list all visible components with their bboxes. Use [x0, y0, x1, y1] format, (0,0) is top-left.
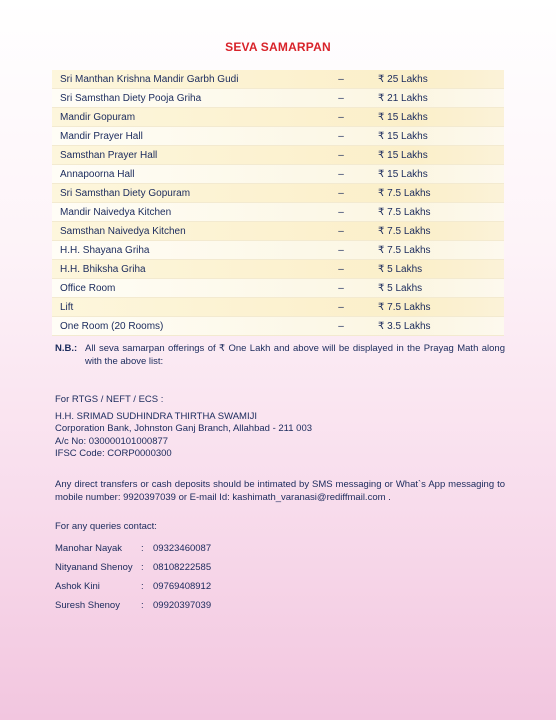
contact-phone: 09323460087	[153, 542, 212, 554]
table-row	[52, 165, 504, 184]
table-row	[52, 260, 504, 279]
seva-dash: –	[338, 92, 344, 104]
seva-dash: –	[338, 301, 344, 313]
seva-name: Samsthan Naivedya Kitchen	[60, 225, 186, 237]
seva-dash: –	[338, 111, 344, 123]
contacts-heading: For any queries contact:	[55, 521, 157, 532]
table-row	[52, 317, 504, 336]
seva-amount: ₹ 15 Lakhs	[378, 149, 428, 161]
seva-dash: –	[338, 130, 344, 142]
seva-amount: ₹ 21 Lakhs	[378, 92, 428, 104]
contact-phone: 08108222585	[153, 561, 212, 573]
seva-name: H.H. Bhiksha Griha	[60, 263, 146, 275]
seva-dash: –	[338, 225, 344, 237]
seva-name: Office Room	[60, 282, 116, 294]
seva-amount: ₹ 5 Lakhs	[378, 282, 423, 294]
seva-amount: ₹ 7.5 Lakhs	[378, 301, 431, 313]
seva-name: Mandir Gopuram	[60, 111, 136, 123]
contact-row	[55, 597, 505, 616]
seva-name: Mandir Prayer Hall	[60, 130, 143, 142]
seva-amount: ₹ 15 Lakhs	[378, 130, 428, 142]
seva-amount: ₹ 5 Lakhs	[378, 263, 423, 275]
table-row	[52, 146, 504, 165]
contacts	[55, 521, 505, 616]
seva-dash: –	[338, 149, 344, 161]
seva-amount: ₹ 15 Lakhs	[378, 111, 428, 123]
account-holder: H.H. SRIMAD SUDHINDRA THIRTHA SWAMIJI	[55, 410, 257, 422]
contact-phone: 09769408912	[153, 580, 212, 592]
seva-amount: ₹ 7.5 Lakhs	[378, 206, 431, 218]
table-row	[52, 127, 504, 146]
seva-name: Lift	[60, 301, 74, 313]
ifsc-code: IFSC Code: CORP0000300	[55, 448, 172, 459]
nb-text: All seva samarpan offerings of ₹ One Lakh and above will be displayed in the Prayag Math along with the above list:	[85, 343, 505, 367]
table-row	[52, 89, 504, 108]
seva-amount: ₹ 15 Lakhs	[378, 168, 428, 180]
seva-amount: ₹ 25 Lakhs	[378, 73, 428, 85]
contact-name: Nityanand Shenoy	[55, 561, 133, 573]
seva-dash: –	[338, 206, 344, 218]
table-row	[52, 70, 504, 89]
seva-dash: –	[338, 320, 344, 332]
bank-details	[55, 394, 505, 461]
seva-amount: ₹ 7.5 Lakhs	[378, 225, 431, 237]
seva-name: Annapoorna Hall	[60, 168, 135, 180]
seva-name: Mandir Naivedya Kitchen	[60, 206, 172, 218]
contact-separator: :	[141, 599, 144, 611]
seva-name: Sri Samsthan Diety Pooja Griha	[60, 92, 202, 104]
table-row	[52, 184, 504, 203]
contact-row	[55, 559, 505, 578]
seva-amount: ₹ 3.5 Lakhs	[378, 320, 431, 332]
seva-name: Sri Manthan Krishna Mandir Garbh Gudi	[60, 73, 239, 85]
table-row	[52, 279, 504, 298]
seva-dash: –	[338, 168, 344, 180]
contact-row	[55, 578, 505, 597]
seva-dash: –	[338, 187, 344, 199]
contact-name: Suresh Shenoy	[55, 599, 120, 611]
seva-name: H.H. Shayana Griha	[60, 244, 150, 256]
contact-separator: :	[141, 580, 144, 592]
table-row	[52, 222, 504, 241]
nb-note	[55, 342, 505, 368]
table-row	[52, 108, 504, 127]
contact-row	[55, 540, 505, 559]
account-number: A/c No: 030000101000877	[55, 435, 169, 447]
contact-separator: :	[141, 561, 144, 573]
bank-heading: For RTGS / NEFT / ECS :	[55, 394, 164, 405]
contact-name: Ashok Kini	[55, 580, 100, 592]
seva-amount: ₹ 7.5 Lakhs	[378, 244, 431, 256]
transfer-note: Any direct transfers or cash deposits should be intimated by SMS messaging or What`s App messaging to mobile number: 9920397039 or E-mail Id: kashimath_varanasi@rediffmail.com .	[55, 479, 505, 503]
page-title: SEVA SAMARPAN	[225, 40, 331, 54]
table-row	[52, 298, 504, 317]
seva-name: One Room (20 Rooms)	[60, 320, 164, 332]
contact-separator: :	[141, 542, 144, 554]
seva-dash: –	[338, 263, 344, 275]
nb-label: N.B.:	[55, 343, 78, 354]
seva-dash: –	[338, 282, 344, 294]
table-row	[52, 241, 504, 260]
seva-name: Samsthan Prayer Hall	[60, 149, 158, 161]
contact-name: Manohar Nayak	[55, 542, 123, 554]
table-row	[52, 203, 504, 222]
seva-dash: –	[338, 244, 344, 256]
bank-branch: Corporation Bank, Johnston Ganj Branch, Allahbad - 211 003	[55, 423, 313, 434]
seva-name: Sri Samsthan Diety Gopuram	[60, 187, 191, 199]
seva-table	[52, 70, 504, 336]
seva-dash: –	[338, 73, 344, 85]
contact-phone: 09920397039	[153, 599, 212, 611]
seva-amount: ₹ 7.5 Lakhs	[378, 187, 431, 199]
